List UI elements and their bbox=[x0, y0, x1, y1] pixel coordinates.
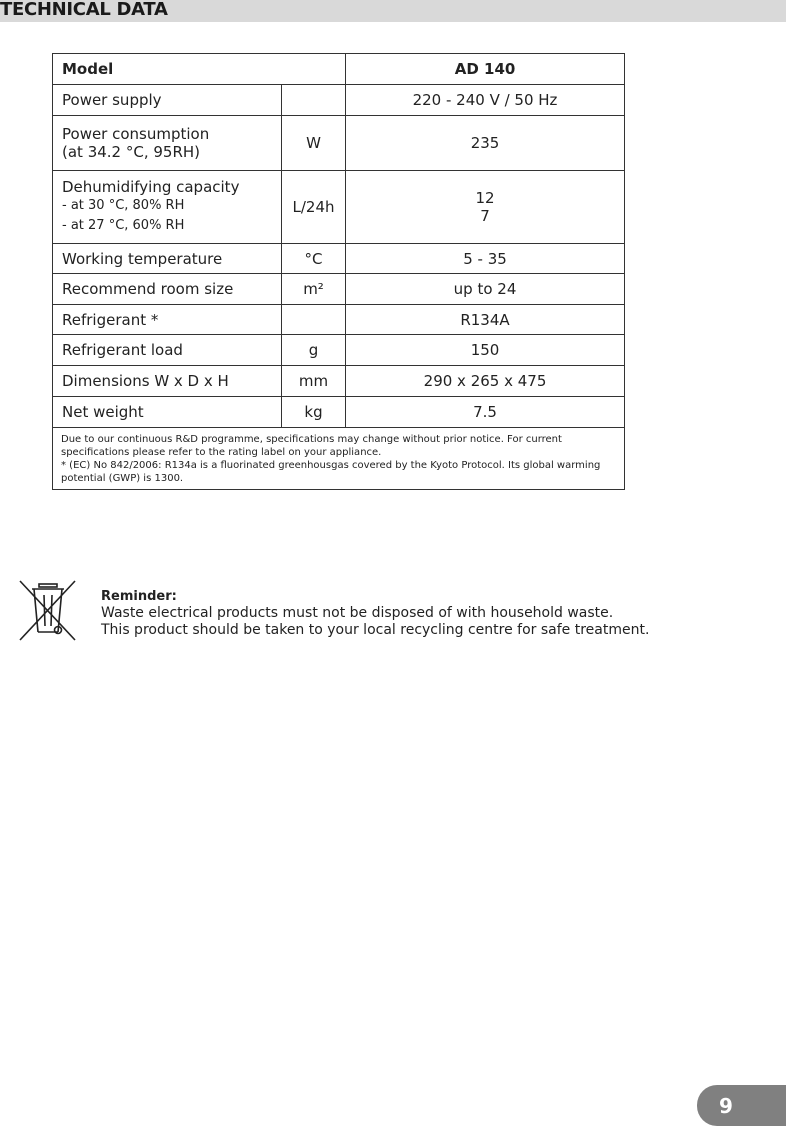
row-unit bbox=[282, 85, 346, 116]
row-unit: g bbox=[282, 335, 346, 366]
row-unit: L/24h bbox=[282, 171, 346, 244]
row-unit: °C bbox=[282, 244, 346, 274]
table-row-model bbox=[53, 54, 625, 85]
table-row bbox=[53, 335, 625, 366]
table-row bbox=[53, 274, 625, 305]
row-unit: mm bbox=[282, 366, 346, 397]
row-label: Working temperature bbox=[53, 244, 282, 274]
table-row bbox=[53, 85, 625, 116]
row-unit bbox=[282, 305, 346, 335]
row-value: 150 bbox=[346, 335, 625, 366]
table-row bbox=[53, 397, 625, 428]
table-row bbox=[53, 116, 625, 171]
reminder-line: This product should be taken to your local recycling centre for safe treatment. bbox=[101, 622, 650, 638]
row-label: Refrigerant * bbox=[53, 305, 282, 335]
row-value: 5 - 35 bbox=[346, 244, 625, 274]
row-value: 7 bbox=[480, 207, 490, 225]
page-number: 9 bbox=[719, 1094, 733, 1118]
row-value: 7.5 bbox=[346, 397, 625, 428]
table-row bbox=[53, 244, 625, 274]
table-notes-row bbox=[53, 428, 625, 490]
crossed-out-wheelie-bin-icon bbox=[19, 580, 77, 641]
row-value: 290 x 265 x 475 bbox=[346, 366, 625, 397]
row-unit: m² bbox=[282, 274, 346, 305]
row-label: Dehumidifying capacity bbox=[62, 178, 240, 196]
reminder-block bbox=[101, 588, 741, 639]
row-label: Refrigerant load bbox=[53, 335, 282, 366]
row-value: up to 24 bbox=[346, 274, 625, 305]
row-sublabel: - at 27 °C, 60% RH bbox=[62, 218, 185, 233]
row-unit: W bbox=[282, 116, 346, 171]
model-value: AD 140 bbox=[346, 54, 625, 85]
row-label: Recommend room size bbox=[53, 274, 282, 305]
page-title: TECHNICAL DATA bbox=[0, 0, 168, 20]
row-value: 235 bbox=[346, 116, 625, 171]
row-label: Power consumption bbox=[62, 125, 210, 143]
row-label: Power supply bbox=[53, 85, 282, 116]
reminder-title: Reminder: bbox=[101, 589, 177, 604]
row-label: Net weight bbox=[53, 397, 282, 428]
model-label: Model bbox=[53, 54, 346, 85]
table-row bbox=[53, 171, 625, 244]
table-row bbox=[53, 305, 625, 335]
row-unit: kg bbox=[282, 397, 346, 428]
reminder-line: Waste electrical products must not be disposed of with household waste. bbox=[101, 605, 614, 621]
technical-data-table bbox=[52, 53, 625, 490]
table-row bbox=[53, 366, 625, 397]
row-sublabel: - at 30 °C, 80% RH bbox=[62, 198, 185, 213]
row-label: Dimensions W x D x H bbox=[53, 366, 282, 397]
row-sublabel: (at 34.2 °C, 95RH) bbox=[62, 143, 201, 161]
row-value: R134A bbox=[346, 305, 625, 335]
row-value: 220 - 240 V / 50 Hz bbox=[346, 85, 625, 116]
specification-note: Due to our continuous R&D programme, specifications may change without prior notice. For current specifications please refer to the rating label on your appliance. bbox=[61, 434, 562, 458]
refrigerant-note: * (EC) No 842/2006: R134a is a fluorinated greenhousgas covered by the Kyoto Protocol. Its global warming potential (GWP) is 1300. bbox=[61, 460, 601, 484]
row-value: 12 bbox=[475, 189, 495, 207]
